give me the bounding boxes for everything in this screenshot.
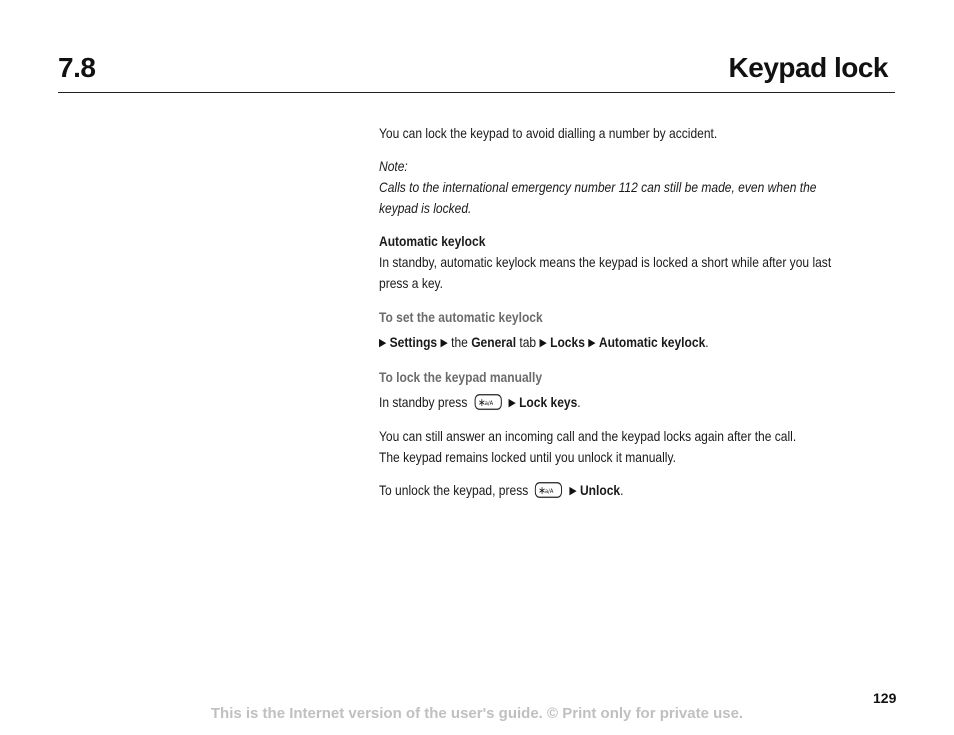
automatic-keylock-text-line-1: In standby, automatic keylock means the keypad is locked a short while after you last xyxy=(379,254,832,270)
unlock-steps xyxy=(379,480,894,502)
unlock-prefix: To unlock the keypad, press xyxy=(379,482,529,498)
automatic-keylock-text-line-2: press a key. xyxy=(379,275,444,291)
menu-unlock: Unlock xyxy=(579,482,621,498)
automatic-keylock-heading: Automatic keylock xyxy=(379,233,486,249)
intro-paragraph: You can lock the keypad to avoid dialling a number by accident. xyxy=(379,125,718,141)
answer-paragraph xyxy=(379,426,894,468)
answer-text-line-1: You can still answer an incoming call and the keypad locks again after the call. xyxy=(379,428,797,444)
arrow-right-icon: ▶ xyxy=(569,485,577,497)
arrow-right-icon: ▶ xyxy=(440,337,448,349)
arrow-right-icon: ▶ xyxy=(379,337,387,349)
svg-text:a/A: a/A xyxy=(484,401,493,408)
header-divider xyxy=(58,92,895,93)
set-automatic-heading: To set the automatic keylock xyxy=(379,309,543,325)
arrow-right-icon: ▶ xyxy=(539,337,547,349)
note-label: Note: xyxy=(379,158,408,174)
footer-disclaimer: This is the Internet version of the user's guide. © Print only for private use. xyxy=(210,705,744,722)
lock-manually-prefix: In standby press xyxy=(379,394,468,410)
menu-settings: Settings xyxy=(389,334,438,350)
lock-manually-steps xyxy=(379,392,894,414)
note-text-line-1: Calls to the international emergency number 112 can still be made, even when the xyxy=(379,179,817,195)
main-content xyxy=(379,123,894,502)
tab-general: General xyxy=(471,334,517,350)
svg-text:a/A: a/A xyxy=(545,489,554,496)
the-label: the xyxy=(451,334,468,350)
period: . xyxy=(620,482,624,498)
tab-label: tab xyxy=(519,334,537,350)
set-automatic-steps xyxy=(379,332,894,354)
section-number: 7.8 xyxy=(58,52,96,83)
arrow-right-icon: ▶ xyxy=(588,337,596,349)
page-number: 129 xyxy=(873,690,897,706)
answer-text-line-2: The keypad remains locked until you unlock it manually. xyxy=(379,449,676,465)
period: . xyxy=(577,394,581,410)
arrow-right-icon: ▶ xyxy=(508,397,516,409)
note-text-line-2: keypad is locked. xyxy=(379,200,472,216)
svg-text:∗: ∗ xyxy=(538,484,547,498)
star-key-icon xyxy=(474,394,502,410)
period: . xyxy=(705,334,709,350)
menu-locks: Locks xyxy=(550,334,585,350)
lock-manually-heading: To lock the keypad manually xyxy=(379,369,543,385)
automatic-keylock-section xyxy=(379,231,894,294)
menu-lock-keys: Lock keys xyxy=(519,394,578,410)
star-key-icon xyxy=(535,482,563,498)
menu-automatic-keylock: Automatic keylock xyxy=(598,334,706,350)
note-block xyxy=(379,156,894,219)
svg-text:∗: ∗ xyxy=(477,396,486,410)
page-title: Keypad lock xyxy=(728,52,888,83)
